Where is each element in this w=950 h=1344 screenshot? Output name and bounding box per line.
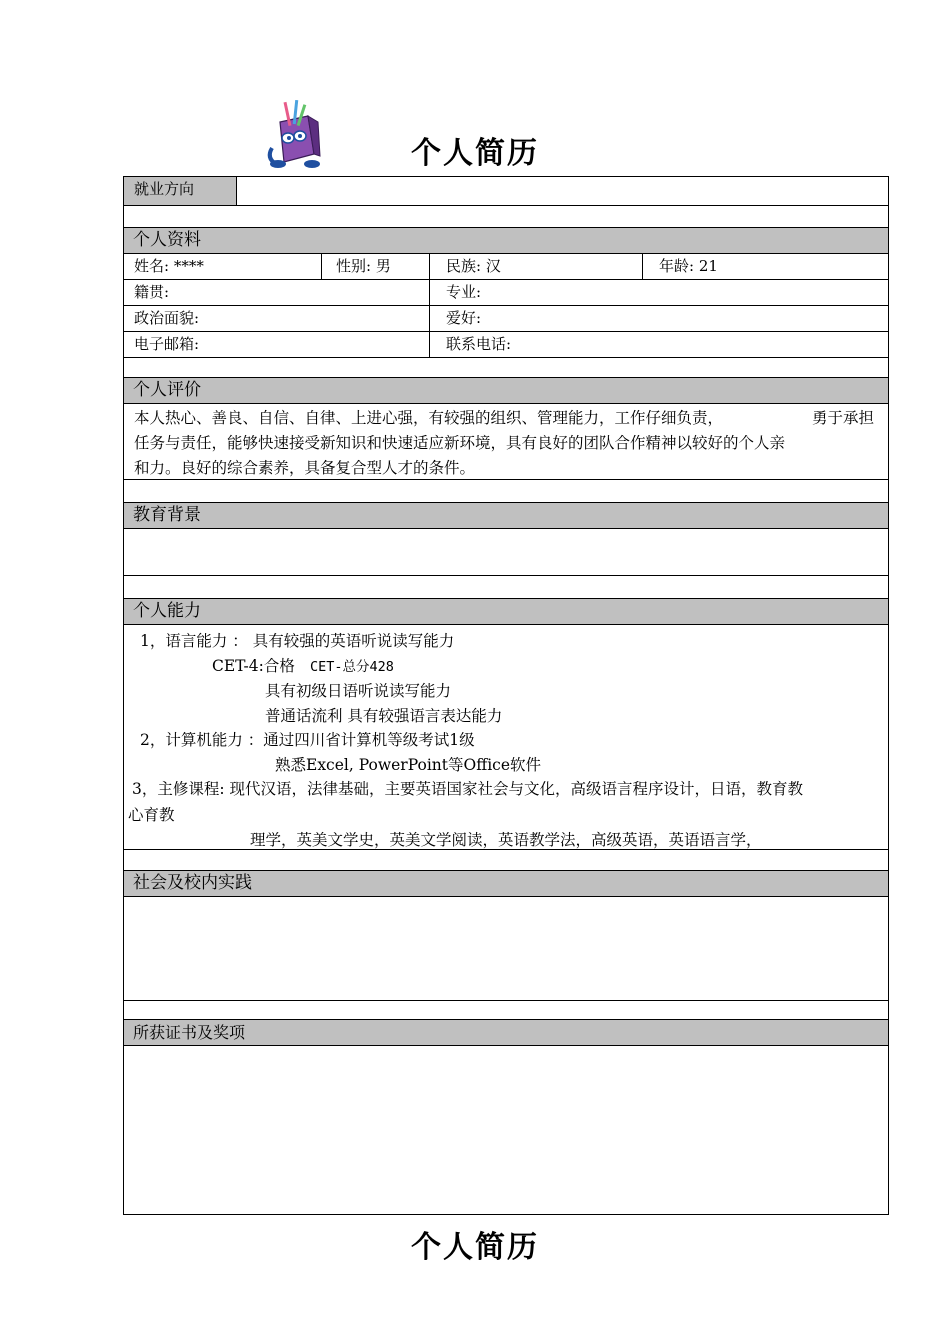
ability-line: 熟悉Excel, PowerPoint等Office软件: [275, 756, 542, 774]
info-row-4: [124, 331, 888, 357]
evaluation-line-2: 任务与责任，能够快速接受新知识和快速适应新环境，具有良好的团队合作精神以较好的个人亲: [134, 434, 786, 452]
email-field: 电子邮箱:: [134, 335, 200, 353]
hobby-field: 爱好:: [429, 306, 890, 331]
spacer-row: [124, 575, 888, 598]
section-abilities: 个人能力: [124, 598, 888, 624]
ethnicity-field: 民族: 汉: [429, 254, 642, 279]
phone-field: 联系电话:: [429, 332, 890, 357]
evaluation-body: [124, 403, 888, 479]
spacer-row: [124, 357, 888, 377]
section-self-evaluation: 个人评价: [124, 377, 888, 403]
hometown-field: 籍贯:: [134, 283, 170, 301]
name-field: 姓名: ****: [134, 257, 204, 275]
page-title: 个人简历: [411, 136, 539, 171]
ability-line: CET-总分428: [310, 659, 394, 675]
section-certificates: 所获证书及奖项: [124, 1019, 888, 1045]
gender-field: 性别: 男: [321, 254, 429, 279]
ability-line: 理学，英美文学史，英美文学阅读，英语教学法，高级英语，英语语言学，: [250, 831, 762, 849]
spacer-row: [124, 849, 888, 870]
evaluation-line-3: 和力。良好的综合素养，具备复合型人才的条件。: [134, 459, 476, 477]
ability-line: 普通话流利 具有较强语言表达能力: [265, 707, 503, 725]
spacer-row: [124, 479, 888, 502]
practice-body: [124, 896, 888, 1000]
ability-line: CET-4:合格: [212, 657, 295, 675]
politics-field: 政治面貌:: [134, 309, 200, 327]
major-field: 专业:: [429, 280, 890, 305]
ability-line: 3，主修课程: 现代汉语，法律基础，主要英语国家社会与文化，高级语言程序设计，日语，教育教: [132, 780, 804, 798]
ability-line: 1，语言能力 ： 具有较强的英语听说读写能力: [140, 632, 455, 650]
info-row-2: [124, 279, 888, 305]
section-personal-info: 个人资料: [124, 227, 888, 253]
spacer-row: [124, 1000, 888, 1019]
education-body: [124, 528, 888, 575]
section-education: 教育背景: [124, 502, 888, 528]
career-row: [124, 177, 888, 205]
career-value[interactable]: [236, 177, 890, 205]
abilities-body: [124, 624, 888, 849]
ability-line: 具有初级日语听说读写能力: [265, 682, 452, 700]
evaluation-line-1-end: 勇于承担: [812, 409, 875, 427]
footer-title: 个人简历: [411, 1230, 539, 1265]
pencil-cup-icon: [262, 100, 324, 170]
certificates-body: [124, 1045, 888, 1215]
info-row-1: [124, 253, 888, 279]
info-row-3: [124, 305, 888, 331]
evaluation-line-1: 本人热心、善良、自信、自律、上进心强，有较强的组织、管理能力，工作仔细负责，: [134, 409, 724, 427]
resume-table: [123, 176, 889, 1215]
spacer-row: [124, 205, 888, 227]
ability-line: 心育教: [128, 806, 175, 824]
section-practice: 社会及校内实践: [124, 870, 888, 896]
ability-line: 2，计算机能力 ：通过四川省计算机等级考试1级: [140, 731, 475, 749]
career-label: 就业方向: [124, 177, 236, 205]
age-field: 年龄: 21: [642, 254, 890, 279]
